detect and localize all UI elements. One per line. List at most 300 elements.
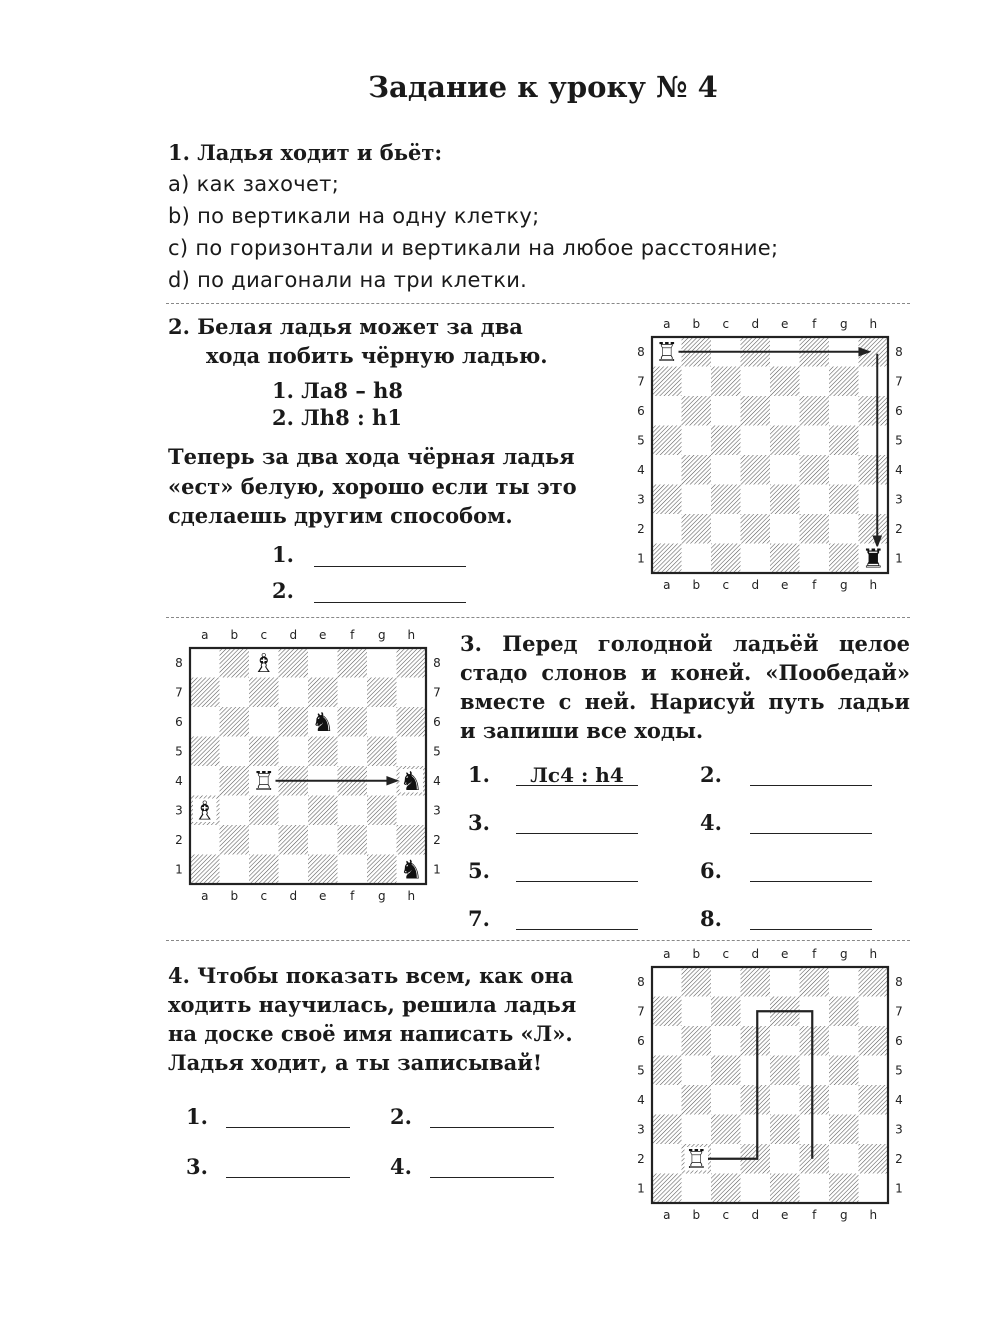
dark-square — [652, 1115, 682, 1145]
light-square — [829, 514, 859, 544]
light-square — [800, 426, 830, 456]
dark-square — [741, 455, 771, 485]
light-square — [859, 367, 889, 397]
light-square — [652, 1085, 682, 1115]
light-square — [800, 1174, 830, 1204]
light-square — [279, 796, 309, 826]
light-square — [859, 997, 889, 1027]
light-square — [190, 648, 220, 678]
file-label: f — [812, 1208, 817, 1222]
rank-label: 7 — [895, 1004, 903, 1019]
dark-square — [800, 1144, 830, 1174]
dark-square — [249, 678, 279, 708]
q2-move2: 2. Лh8 : h1 — [272, 405, 402, 430]
q4-answer-2-field[interactable] — [430, 1107, 554, 1128]
dark-square — [711, 367, 741, 397]
file-label: c — [260, 889, 268, 903]
rank-label: 4 — [175, 773, 183, 788]
light-square — [711, 396, 741, 426]
q4-answer-3-field[interactable] — [226, 1157, 350, 1178]
dark-square — [770, 1115, 800, 1145]
dark-square — [770, 1056, 800, 1086]
dark-square — [800, 967, 830, 997]
q2-move1: 1. Лa8 – h8 — [272, 378, 404, 403]
q4-line1: 4. Чтобы показать всем, как она — [168, 963, 574, 988]
q2-line1: 2. Белая ладья может за два — [168, 314, 523, 339]
dark-square — [682, 1026, 712, 1056]
light-square — [829, 967, 859, 997]
rank-label: 3 — [433, 803, 441, 818]
dark-square — [190, 737, 220, 767]
rank-label: 5 — [433, 744, 441, 759]
dark-square — [652, 485, 682, 515]
rank-label: 6 — [895, 1033, 903, 1048]
dark-square — [770, 367, 800, 397]
file-label: d — [289, 628, 298, 642]
light-square — [652, 514, 682, 544]
q3-answer-4-field[interactable] — [750, 813, 872, 834]
light-square — [682, 485, 712, 515]
file-label: g — [377, 628, 386, 642]
light-square — [770, 396, 800, 426]
light-square — [800, 1115, 830, 1145]
q2-task2: «ест» белую, хорошо если ты это — [168, 474, 577, 499]
dark-square — [397, 648, 427, 678]
dark-square — [249, 796, 279, 826]
file-label: h — [869, 947, 878, 961]
light-square — [367, 707, 397, 737]
divider — [166, 617, 910, 618]
dark-square — [800, 514, 830, 544]
rank-label: 5 — [637, 433, 645, 448]
file-label: a — [663, 578, 671, 592]
dark-square — [279, 707, 309, 737]
file-label: e — [781, 947, 789, 961]
dark-square — [652, 544, 682, 574]
q3-answer-6-field[interactable] — [750, 861, 872, 882]
light-square — [711, 455, 741, 485]
light-square — [652, 1026, 682, 1056]
dark-square — [829, 1056, 859, 1086]
white-rook-icon: ♖ — [684, 1144, 708, 1175]
dark-square — [279, 648, 309, 678]
light-square — [682, 426, 712, 456]
light-square — [770, 1026, 800, 1056]
rank-label: 1 — [433, 862, 441, 877]
dark-square — [829, 1174, 859, 1204]
dark-square — [770, 1174, 800, 1204]
dark-square — [308, 737, 338, 767]
dark-square — [741, 967, 771, 997]
dark-square — [338, 707, 368, 737]
light-square — [859, 426, 889, 456]
divider — [166, 303, 910, 304]
rank-label: 7 — [175, 685, 183, 700]
light-square — [652, 1144, 682, 1174]
white-rook-icon: ♖ — [252, 766, 276, 797]
file-label: a — [201, 889, 209, 903]
dark-square — [800, 396, 830, 426]
file-label: h — [869, 1208, 878, 1222]
q2-answer-2-field[interactable] — [314, 582, 466, 603]
file-label: a — [663, 1208, 671, 1222]
file-label: e — [319, 889, 327, 903]
rank-label: 1 — [895, 551, 903, 566]
dark-square — [220, 766, 250, 796]
file-label: c — [260, 628, 268, 642]
dark-square — [682, 514, 712, 544]
dark-square — [711, 1056, 741, 1086]
file-label: b — [230, 628, 239, 642]
file-label: b — [692, 578, 701, 592]
file-label: d — [751, 317, 760, 331]
light-square — [308, 825, 338, 855]
q4-line3: на доске своё имя написать «Л». — [168, 1021, 573, 1046]
rank-label: 3 — [895, 492, 903, 507]
rank-label: 6 — [433, 714, 441, 729]
light-square — [829, 396, 859, 426]
light-square — [829, 1144, 859, 1174]
light-square — [770, 514, 800, 544]
file-label: g — [839, 317, 848, 331]
light-square — [279, 855, 309, 885]
rank-label: 3 — [895, 1122, 903, 1137]
light-square — [652, 455, 682, 485]
light-square — [741, 1174, 771, 1204]
dark-square — [652, 367, 682, 397]
file-label: d — [289, 889, 298, 903]
rank-label: 2 — [637, 521, 645, 536]
file-label: b — [692, 1208, 701, 1222]
q3-answer-8-field[interactable] — [750, 909, 872, 930]
q4-answer-4-field[interactable] — [430, 1157, 554, 1178]
file-label: d — [751, 1208, 760, 1222]
light-square — [770, 1144, 800, 1174]
light-square — [338, 855, 368, 885]
dark-square — [711, 997, 741, 1027]
dark-square — [859, 1085, 889, 1115]
white-bishop-icon: ♗ — [252, 648, 276, 679]
dark-square — [220, 825, 250, 855]
black-rook-icon: ♜ — [861, 544, 885, 575]
light-square — [800, 367, 830, 397]
dark-square — [308, 855, 338, 885]
rank-label: 5 — [895, 433, 903, 448]
light-square — [800, 544, 830, 574]
dark-square — [367, 737, 397, 767]
dark-square — [220, 648, 250, 678]
dark-square — [741, 514, 771, 544]
rank-label: 8 — [895, 344, 903, 359]
light-square — [829, 455, 859, 485]
q3-answer-7-label: 7. — [468, 906, 490, 931]
light-square — [279, 678, 309, 708]
dark-square — [249, 737, 279, 767]
light-square — [711, 967, 741, 997]
rank-label: 1 — [895, 1181, 903, 1196]
light-square — [249, 707, 279, 737]
light-square — [249, 825, 279, 855]
file-label: h — [407, 628, 416, 642]
q1-heading: 1. Ладья ходит и бьёт: — [168, 140, 443, 165]
light-square — [652, 967, 682, 997]
page-title: Задание к уроку № 4 — [368, 70, 718, 104]
dark-square — [308, 678, 338, 708]
dark-square — [711, 426, 741, 456]
q4-answer-4-label: 4. — [390, 1154, 412, 1179]
light-square — [711, 1085, 741, 1115]
q3-line1: 3. Перед голодной ладьёй целое — [460, 631, 910, 656]
light-square — [800, 485, 830, 515]
q3-line2: стадо слонов и коней. «Пообедай» — [460, 660, 910, 685]
file-label: g — [377, 889, 386, 903]
black-knight-icon: ♞ — [399, 855, 423, 886]
q3-answer-2-label: 2. — [700, 762, 722, 787]
file-label: e — [781, 317, 789, 331]
light-square — [770, 1085, 800, 1115]
dark-square — [829, 544, 859, 574]
dark-square — [770, 544, 800, 574]
light-square — [829, 1085, 859, 1115]
light-square — [220, 796, 250, 826]
rank-label: 4 — [433, 773, 441, 788]
q2-answer-1-field[interactable] — [314, 546, 466, 567]
file-label: d — [751, 947, 760, 961]
q2-task3: сделаешь другим способом. — [168, 503, 513, 528]
dark-square — [711, 1115, 741, 1145]
dark-square — [652, 426, 682, 456]
rank-label: 2 — [895, 1151, 903, 1166]
q3-answer-1-field[interactable]: Лc4 : h4 — [516, 765, 638, 786]
file-label: g — [839, 578, 848, 592]
file-label: b — [692, 317, 701, 331]
q3-answer-6-label: 6. — [700, 858, 722, 883]
light-square — [859, 1115, 889, 1145]
q1-option-b: b) по вертикали на одну клетку; — [168, 204, 540, 228]
light-square — [338, 796, 368, 826]
rank-label: 4 — [895, 462, 903, 477]
file-label: f — [350, 628, 355, 642]
dark-square — [829, 1115, 859, 1145]
rank-label: 2 — [895, 521, 903, 536]
light-square — [682, 367, 712, 397]
file-label: e — [781, 1208, 789, 1222]
q4-line4: Ладья ходит, а ты записывай! — [168, 1050, 543, 1075]
chessboard-q4 — [630, 945, 910, 1225]
file-label: c — [722, 317, 730, 331]
dark-square — [859, 1026, 889, 1056]
dark-square — [741, 1085, 771, 1115]
light-square — [741, 1056, 771, 1086]
light-square — [220, 855, 250, 885]
light-square — [308, 648, 338, 678]
dark-square — [682, 1085, 712, 1115]
file-label: f — [812, 317, 817, 331]
light-square — [279, 737, 309, 767]
rank-label: 5 — [895, 1063, 903, 1078]
light-square — [741, 485, 771, 515]
file-label: c — [722, 947, 730, 961]
q3-answer-1-label: 1. — [468, 762, 490, 787]
light-square — [800, 1056, 830, 1086]
black-knight-icon: ♞ — [311, 707, 335, 738]
rank-label: 8 — [433, 655, 441, 670]
q4-answer-1-field[interactable] — [226, 1107, 350, 1128]
dark-square — [338, 825, 368, 855]
file-label: f — [350, 889, 355, 903]
dark-square — [652, 997, 682, 1027]
q3-answer-5-field[interactable] — [516, 861, 638, 882]
light-square — [220, 678, 250, 708]
q4-answer-1-label: 1. — [186, 1104, 208, 1129]
file-label: c — [722, 578, 730, 592]
file-label: h — [869, 317, 878, 331]
q4-line2: ходить научилась, решила ладья — [168, 992, 577, 1017]
light-square — [859, 485, 889, 515]
dark-square — [367, 796, 397, 826]
dark-square — [800, 1085, 830, 1115]
dark-square — [770, 426, 800, 456]
rank-label: 8 — [895, 974, 903, 989]
light-square — [859, 1174, 889, 1204]
dark-square — [829, 997, 859, 1027]
dark-square — [859, 396, 889, 426]
light-square — [682, 997, 712, 1027]
light-square — [682, 544, 712, 574]
dark-square — [190, 678, 220, 708]
q3-answer-4-label: 4. — [700, 810, 722, 835]
white-bishop-icon: ♗ — [193, 796, 217, 827]
light-square — [859, 1056, 889, 1086]
rank-label: 7 — [637, 374, 645, 389]
dark-square — [308, 796, 338, 826]
rank-label: 8 — [175, 655, 183, 670]
q3-line4: и запиши все ходы. — [460, 718, 704, 743]
rank-label: 8 — [637, 974, 645, 989]
q1-option-c: c) по горизонтали и вертикали на любое расстояние; — [168, 236, 779, 260]
file-label: f — [812, 578, 817, 592]
dark-square — [859, 514, 889, 544]
light-square — [367, 648, 397, 678]
rank-label: 6 — [637, 403, 645, 418]
rank-label: 7 — [895, 374, 903, 389]
file-label: e — [319, 628, 327, 642]
dark-square — [711, 1174, 741, 1204]
dark-square — [859, 967, 889, 997]
rank-label: 1 — [175, 862, 183, 877]
q3-answer-5-label: 5. — [468, 858, 490, 883]
q3-answer-7-field[interactable] — [516, 909, 638, 930]
light-square — [711, 514, 741, 544]
white-rook-icon: ♖ — [655, 337, 679, 368]
dark-square — [829, 485, 859, 515]
rank-label: 7 — [637, 1004, 645, 1019]
light-square — [397, 678, 427, 708]
rank-label: 8 — [637, 344, 645, 359]
rank-label: 7 — [433, 685, 441, 700]
light-square — [741, 544, 771, 574]
light-square — [220, 737, 250, 767]
dark-square — [741, 396, 771, 426]
dark-square — [220, 707, 250, 737]
rank-label: 4 — [637, 1092, 645, 1107]
dark-square — [711, 485, 741, 515]
dark-square — [682, 396, 712, 426]
dark-square — [652, 1056, 682, 1086]
light-square — [741, 426, 771, 456]
dark-square — [367, 678, 397, 708]
dark-square — [829, 426, 859, 456]
q4-answer-2-label: 2. — [390, 1104, 412, 1129]
rank-label: 5 — [175, 744, 183, 759]
file-label: h — [869, 578, 878, 592]
dark-square — [682, 967, 712, 997]
file-label: g — [839, 1208, 848, 1222]
divider — [166, 940, 910, 941]
light-square — [682, 1056, 712, 1086]
file-label: a — [201, 628, 209, 642]
dark-square — [800, 455, 830, 485]
rank-label: 4 — [895, 1092, 903, 1107]
file-label: c — [722, 1208, 730, 1222]
q3-answer-2-field[interactable] — [750, 765, 872, 786]
light-square — [397, 737, 427, 767]
light-square — [770, 967, 800, 997]
light-square — [829, 1026, 859, 1056]
rank-label: 3 — [175, 803, 183, 818]
light-square — [338, 678, 368, 708]
black-knight-icon: ♞ — [399, 766, 423, 797]
q2-answer-1-label: 1. — [272, 542, 294, 567]
dark-square — [711, 544, 741, 574]
rank-label: 2 — [175, 832, 183, 847]
rank-label: 3 — [637, 1122, 645, 1137]
dark-square — [652, 1174, 682, 1204]
dark-square — [397, 707, 427, 737]
dark-square — [859, 1144, 889, 1174]
rank-label: 1 — [637, 1181, 645, 1196]
file-label: g — [839, 947, 848, 961]
dark-square — [338, 648, 368, 678]
dark-square — [367, 855, 397, 885]
rank-label: 3 — [637, 492, 645, 507]
chessboard-q2 — [630, 315, 910, 595]
rank-label: 5 — [637, 1063, 645, 1078]
q2-answer-2-label: 2. — [272, 578, 294, 603]
q4-answer-3-label: 3. — [186, 1154, 208, 1179]
q1-option-d: d) по диагонали на три клетки. — [168, 268, 528, 292]
light-square — [711, 1026, 741, 1056]
rank-label: 6 — [175, 714, 183, 729]
q3-answer-8-label: 8. — [700, 906, 722, 931]
light-square — [367, 825, 397, 855]
light-square — [741, 367, 771, 397]
dark-square — [741, 1026, 771, 1056]
file-label: d — [751, 578, 760, 592]
q2-line2: хода побить чёрную ладью. — [206, 343, 548, 368]
light-square — [190, 825, 220, 855]
q3-answer-3-field[interactable] — [516, 813, 638, 834]
dark-square — [190, 855, 220, 885]
dark-square — [859, 455, 889, 485]
q3-answer-3-label: 3. — [468, 810, 490, 835]
file-label: a — [663, 317, 671, 331]
dark-square — [829, 367, 859, 397]
file-label: b — [692, 947, 701, 961]
light-square — [338, 737, 368, 767]
rank-label: 6 — [637, 1033, 645, 1048]
light-square — [682, 1115, 712, 1145]
